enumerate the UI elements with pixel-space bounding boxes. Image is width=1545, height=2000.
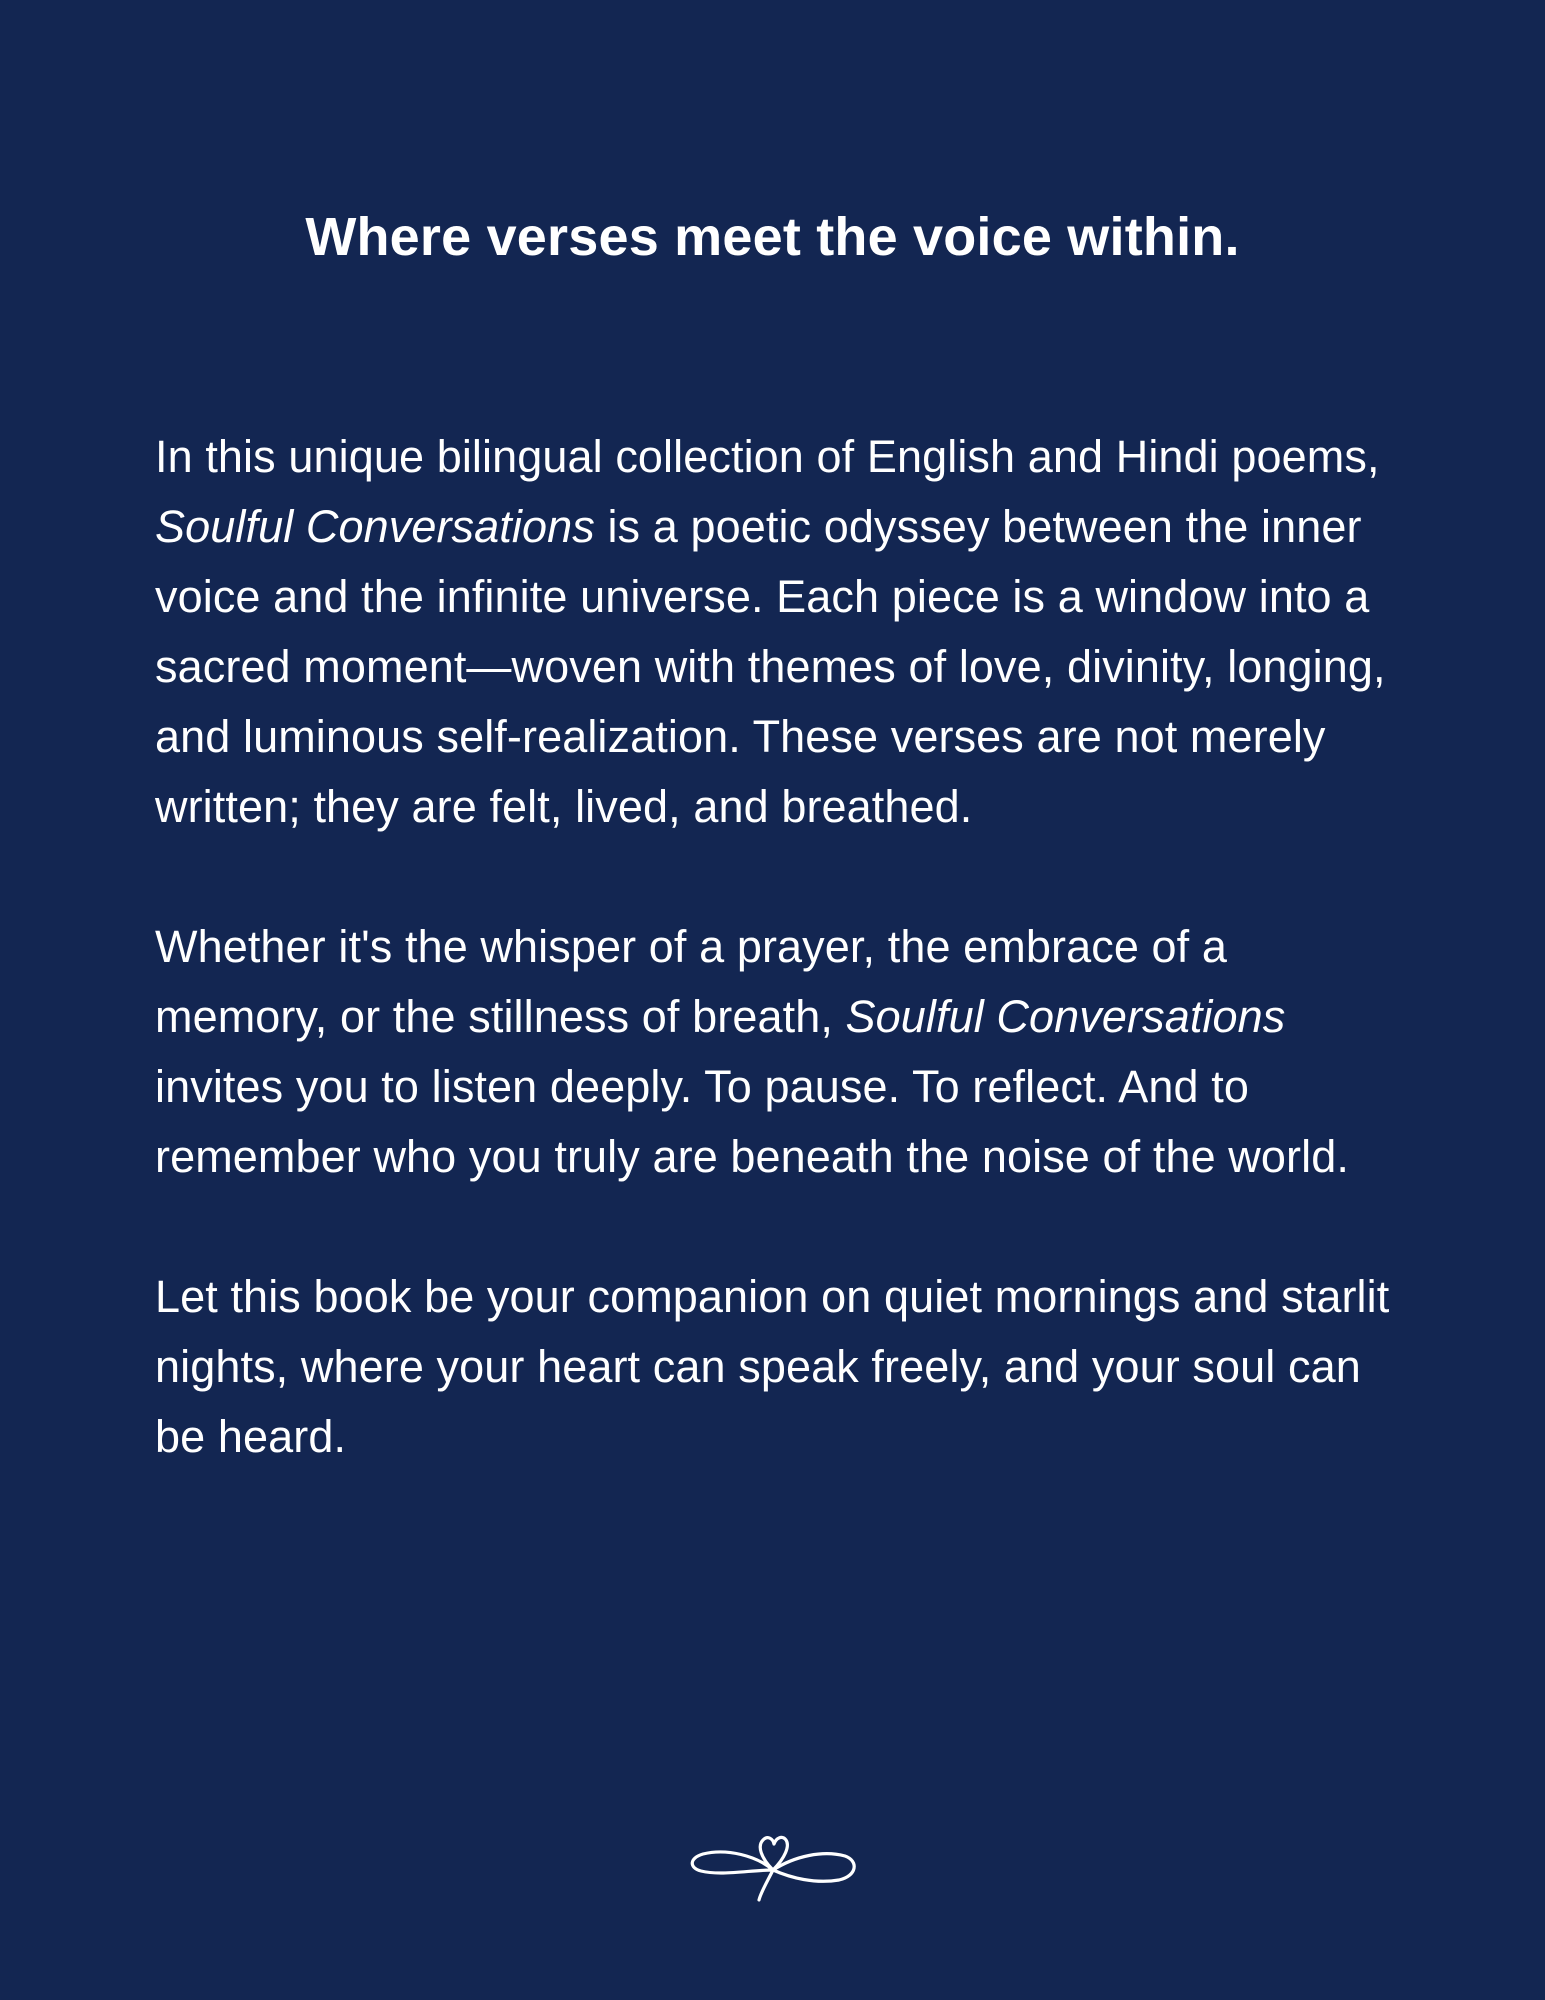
paragraph-text: invites you to listen deeply. To pause. To reflect. And to remember who you truly are beneath the noise of the world. (155, 1061, 1349, 1182)
description-paragraph (155, 912, 1405, 1192)
description-paragraph (155, 422, 1405, 842)
book-title-italic: Soulful Conversations (155, 501, 595, 552)
paragraph-text: is a poetic odyssey between the inner voice and the infinite universe. Each piece is a window into a sacred moment—woven with themes of love, divinity, longing, and luminous self-realization. These verses are not merely written; they are felt, lived, and breathed. (155, 501, 1386, 832)
book-title-italic: Soulful Conversations (845, 991, 1286, 1042)
infinity-heart-icon (687, 1826, 859, 1904)
page-title: Where verses meet the voice within. (305, 207, 1240, 267)
paragraph-text: In this unique bilingual collection of English and Hindi poems, (155, 431, 1380, 482)
paragraph-text: Let this book be your companion on quiet mornings and starlit nights, where your heart can speak freely, and your soul can be heard. (155, 1271, 1390, 1462)
description-paragraph (155, 1262, 1405, 1472)
description-body (155, 422, 1405, 1472)
paragraph-text: Whether it's the whisper of a prayer, the embrace of a memory, or the stillness of breath, (155, 921, 1228, 1042)
